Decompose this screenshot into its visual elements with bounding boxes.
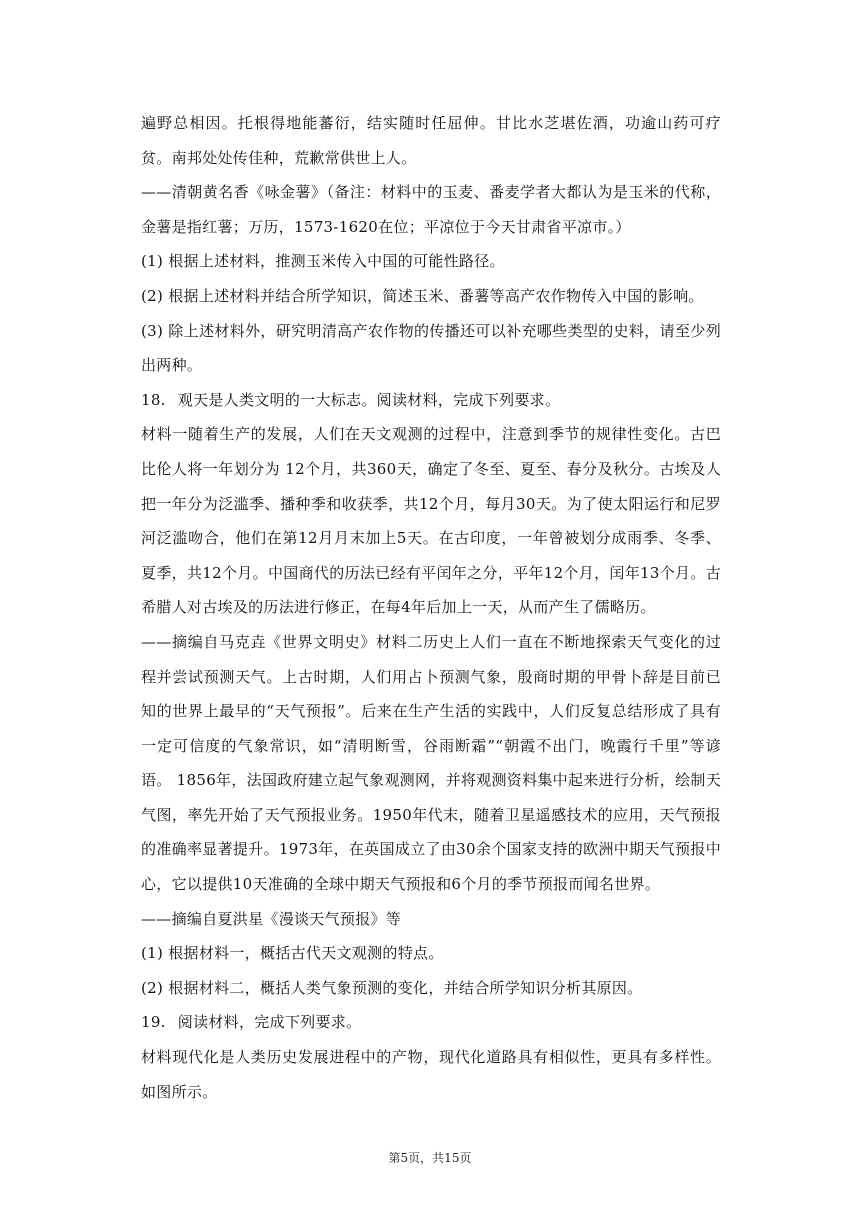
q19-number: 19.	[141, 1013, 166, 1032]
poem-source-paragraph: ——清朝黄名香《咏金薯》（备注：材料中的玉麦、番麦学者大都认为是玉米的代称，金薯是指红薯；万历，1573-1620在位；平凉位于今天甘肃省平凉市。）	[141, 183, 721, 236]
q18-item-2: (2) 根据材料二，概括人类气象预测的变化，并结合所学知识分析其原因。	[141, 978, 643, 997]
q19-material: 材料现代化是人类历史发展进程中的产物，现代化道路具有相似性，更具有多样性。如图所示。	[141, 1048, 721, 1101]
q17-item-3: (3) 除上述材料外，研究明清高产农作物的传播还可以补充哪些类型的史料，请至少列出两种。	[141, 321, 721, 375]
page-footer: 第5页，共15页	[388, 1151, 472, 1165]
q18-item-1: (1) 根据材料一，概括古代天文观测的特点。	[141, 944, 444, 963]
q19-prompt: 阅读材料，完成下列要求。	[177, 1013, 362, 1032]
q18-material1: 材料一随着生产的发展，人们在天文观测的过程中，注意到季节的规律性变化。古巴比伦人将一年划分为 12个月，共360天，确定了冬至、夏至、春分及秋分。古埃及人把一年分为泛滥季、播种季和收获季，共12个月，每月30天。为了使太阳运行和尼罗河泛滥吻合，他们在第12月月末加上5天。在古印度，一年曾被划分成雨季、冬季、夏季，共12个月。中国商代的历法已经有平闰年之分，平年12个月，闰年13个月。古希腊人对古埃及的历法进行修正，在每4年后加上一天，从而产生了儒略历。	[141, 425, 721, 617]
q17-item-1: (1) 根据上述材料，推测玉米传入中国的可能性路径。	[141, 252, 505, 271]
q18-prompt: 观天是人类文明的一大标志。阅读材料，完成下列要求。	[177, 390, 561, 409]
page-content	[141, 106, 721, 1109]
q18-number: 18.	[141, 390, 166, 409]
q19-heading	[141, 1005, 721, 1040]
q18-material2-source: ——摘编自夏洪星《漫谈天气预报》等	[141, 909, 402, 928]
q18-material2: ——摘编自马克垚《世界文明史》材料二历史上人们一直在不断地探索天气变化的过程并尝试预测天气。上古时期，人们用占卜预测气象，殷商时期的甲骨卜辞是目前已知的世界上最早的“天气预报”。后来在生产生活的实践中，人们反复总结形成了具有一定可信度的气象常识，如“清明断雪，谷雨断霜”“朝霞不出门，晚霞行千里”等谚语。 1856年，法国政府建立起气象观测网，并将观测资料集中起来进行分析，绘制天气图，率先开始了天气预报业务。1950年代末，随着卫星遥感技术的应用，天气预报的准确率显著提升。1973年，在英国成立了由30余个国家支持的欧洲中期天气预报中心，它以提供10天准确的全球中期天气预报和6个月的季节预报而闻名世界。	[141, 632, 721, 894]
q18-heading	[141, 383, 721, 418]
q17-item-2: (2) 根据上述材料并结合所学知识，简述玉米、番薯等高产农作物传入中国的影响。	[141, 286, 704, 305]
poem-tail-paragraph: 遍野总相因。托根得地能蕃衍，结实随时任屈伸。甘比水芝堪佐酒，功逾山药可疗贫。南邦处处传佳种，荒歉常供世上人。	[141, 114, 721, 167]
